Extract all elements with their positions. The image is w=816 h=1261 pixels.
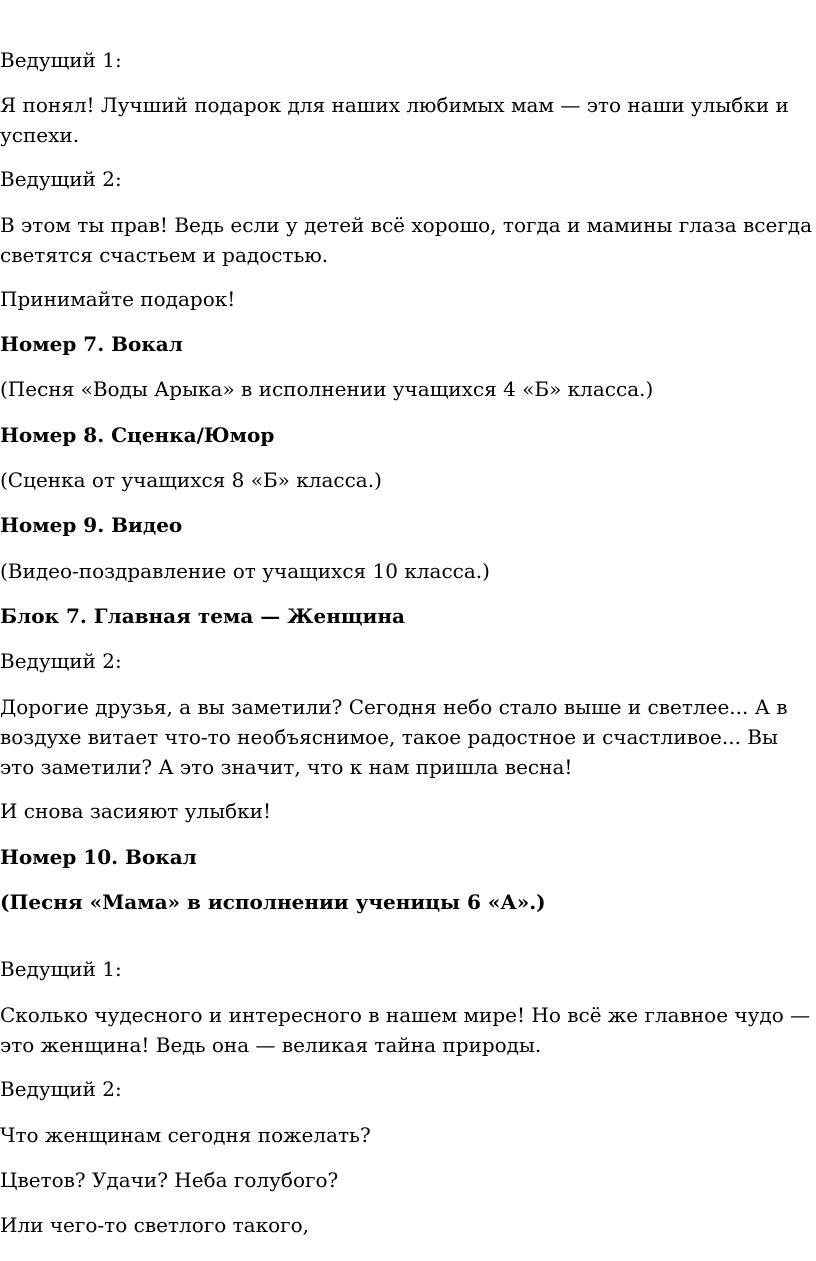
section-heading: Номер 8. Сценка/Юмор <box>0 423 275 447</box>
program-note: (Видео-поздравление от учащихся 10 класса.) <box>0 559 490 583</box>
speaker-label: Ведущий 1: <box>0 957 122 981</box>
dialogue-text: Дорогие друзья, а вы заметили? Сегодня небо стало выше и светлее... А в воздухе витает что-то необъяснимое, такое радостное и счастливое... Вы это заметили? А это значит, что к нам пришла весна! <box>0 695 788 779</box>
section-heading: Номер 10. Вокал <box>0 845 197 869</box>
dialogue-text: Принимайте подарок! <box>0 287 236 311</box>
poem-line: Цветов? Удачи? Неба голубого? <box>0 1168 339 1192</box>
speaker-label: Ведущий 2: <box>0 167 122 191</box>
program-note: (Сценка от учащихся 8 «Б» класса.) <box>0 468 382 492</box>
dialogue-text: И снова засияют улыбки! <box>0 799 272 823</box>
block-heading: Блок 7. Главная тема — Женщина <box>0 604 405 628</box>
section-heading: Номер 7. Вокал <box>0 332 183 356</box>
section-heading: Номер 9. Видео <box>0 513 183 537</box>
speaker-label: Ведущий 1: <box>0 48 122 72</box>
poem-line: Или чего-то светлого такого, <box>0 1213 310 1237</box>
dialogue-text: Я понял! Лучший подарок для наших любимых мам — это наши улыбки и успехи. <box>0 93 789 147</box>
dialogue-text: Сколько чудесного и интересного в нашем мире! Но всё же главное чудо — это женщина! Ведь она — великая тайна природы. <box>0 1003 811 1057</box>
speaker-label: Ведущий 2: <box>0 649 122 673</box>
speaker-label: Ведущий 2: <box>0 1077 122 1101</box>
program-note: (Песня «Воды Арыка» в исполнении учащихся 4 «Б» класса.) <box>0 377 654 401</box>
poem-line: Что женщинам сегодня пожелать? <box>0 1123 371 1147</box>
program-note-bold: (Песня «Мама» в исполнении ученицы 6 «А».) <box>0 890 546 914</box>
dialogue-text: В этом ты прав! Ведь если у детей всё хорошо, тогда и мамины глаза всегда светятся счастьем и радостью. <box>0 213 813 267</box>
